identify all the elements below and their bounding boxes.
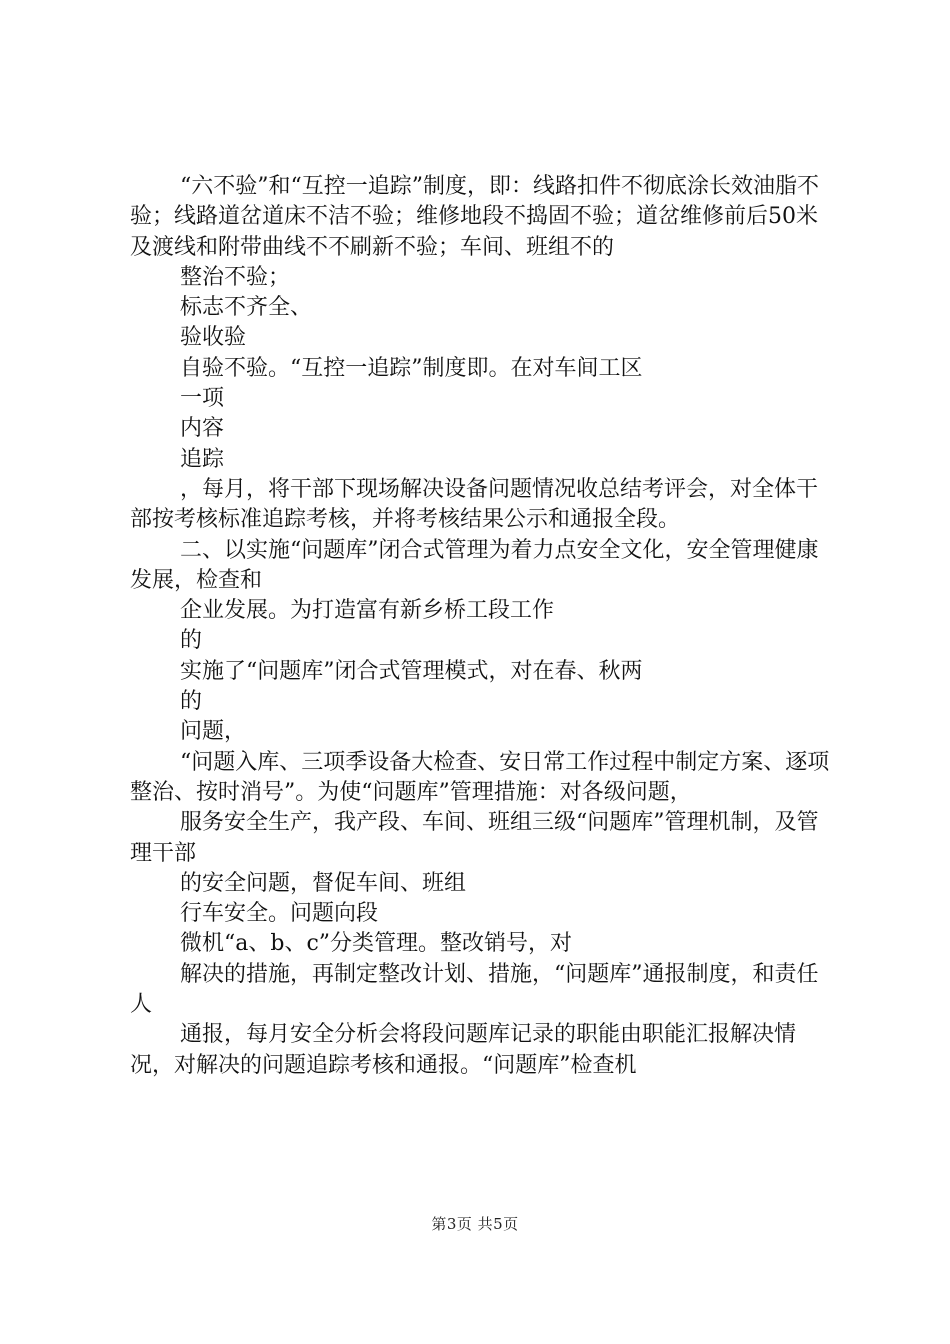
- paragraph: ，每月，将干部下现场解决设备问题情况收总结考评会，对全体干部按考核标准追踪考核，并将考核结果公示和通报全段。: [130, 476, 819, 533]
- paragraph: 的: [180, 628, 203, 654]
- paragraph: 企业发展。为打造富有新乡桥工段工作: [180, 598, 555, 624]
- paragraph: 解决的措施，再制定整改计划、措施，“问题库”通报制度，和责任人: [130, 961, 819, 1018]
- paragraph: 整治不验；: [180, 264, 291, 290]
- paragraph: 实施了“问题库”闭合式管理模式，对在春、秋两: [180, 658, 643, 684]
- paragraph: 的: [180, 689, 203, 715]
- paragraph: 行车安全。问题向段: [180, 901, 379, 927]
- paragraph: 验收验: [180, 325, 247, 351]
- page-number-footer: 第3页 共5页: [431, 1215, 519, 1233]
- paragraph: 问题，: [180, 719, 247, 745]
- paragraph: “六不验”和“互控一追踪”制度，即：线路扣件不彻底涂长效油脂不验；线路道岔道床不洁不验；维修地段不捣固不验；道岔维修前后50米及渡线和附带曲线不不刷新不验；车间、班组不的: [130, 174, 819, 260]
- paragraph: “问题入库、三项季设备大检查、安日常工作过程中制定方案、逐项整治、按时消号”。为使“问题库”管理措施：对各级问题，: [130, 749, 830, 805]
- paragraph: 服务安全生产，我产段、车间、班组三级“问题库”管理机制，及管理干部: [130, 810, 819, 866]
- paragraph: 自验不验。“互控一追踪”制度即。在对车间工区: [180, 355, 643, 381]
- paragraph: 内容: [180, 416, 225, 442]
- paragraph: 的安全问题，督促车间、班组: [180, 870, 467, 896]
- document-body: [130, 172, 830, 1081]
- paragraph: 一项: [180, 386, 225, 412]
- paragraph: 追踪: [180, 446, 225, 472]
- paragraph: 微机“a、b、c”分类管理。整改销号，对: [180, 931, 573, 957]
- paragraph: 标志不齐全、: [180, 295, 313, 321]
- paragraph: 二、以实施“问题库”闭合式管理为着力点安全文化，安全管理健康发展，检查和: [130, 537, 819, 593]
- paragraph: 通报，每月安全分析会将段问题库记录的职能由职能汇报解决情况，对解决的问题追踪考核和通报。“问题库”检查机: [130, 1022, 797, 1078]
